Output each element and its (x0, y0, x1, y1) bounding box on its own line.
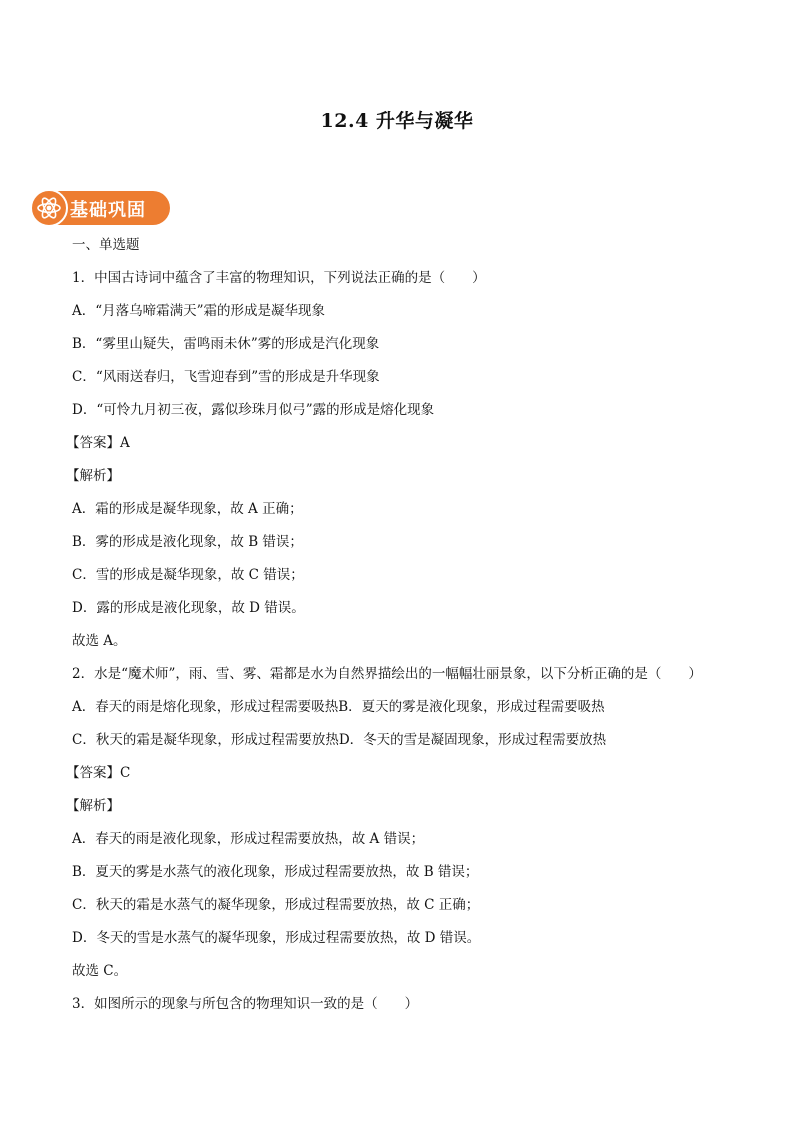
option: B．“雾里山疑失，雷鸣雨未休”雾的形成是汽化现象 (72, 336, 380, 352)
analysis-line: B．雾的形成是液化现象，故 B 错误； (72, 534, 303, 550)
analysis-conclusion: 故选 A。 (72, 633, 127, 649)
analysis-line: D．露的形成是液化现象，故 D 错误。 (72, 600, 305, 616)
option: A．“月落乌啼霜满天”霜的形成是凝华现象 (72, 303, 326, 319)
question-stem: 3．如图所示的现象与所包含的物理知识一致的是（ ） (72, 996, 419, 1012)
section-banner (30, 189, 172, 227)
part-heading: 一、单选题 (72, 237, 140, 253)
analysis-line: D．冬天的雪是水蒸气的凝华现象，形成过程需要放热，故 D 错误。 (72, 930, 481, 946)
analysis-label: 【解析】 (66, 468, 120, 484)
document-body (66, 234, 732, 1026)
atom-icon (30, 189, 68, 227)
answer: 【答案】A (66, 435, 130, 451)
option: C．“风雨送春归，飞雪迎春到”雪的形成是升华现象 (72, 369, 380, 385)
analysis-line: C．秋天的霜是水蒸气的凝华现象，形成过程需要放热，故 C 正确； (72, 897, 480, 913)
analysis-line: C．雪的形成是凝华现象，故 C 错误； (72, 567, 304, 583)
analysis-line: B．夏天的雾是水蒸气的液化现象，形成过程需要放热，故 B 错误； (72, 864, 479, 880)
analysis-line: A．春天的雨是液化现象，形成过程需要放热，故 A 错误； (72, 831, 425, 847)
option: C．秋天的霜是凝华现象，形成过程需要放热D．冬天的雪是凝固现象，形成过程需要放热 (72, 732, 607, 748)
section-label: 基础巩固 (70, 200, 146, 221)
analysis-conclusion: 故选 C。 (72, 963, 128, 979)
option: A．春天的雨是熔化现象，形成过程需要吸热B．夏天的雾是液化现象，形成过程需要吸热 (72, 699, 605, 715)
analysis-line: A．霜的形成是凝华现象，故 A 正确； (72, 501, 303, 517)
question-stem: 2．水是“魔术师”，雨、雪、雾、霜都是水为自然界描绘出的一幅幅壮丽景象，以下分析正确的是（ ） (72, 666, 702, 682)
question-stem: 1．中国古诗词中蕴含了丰富的物理知识，下列说法正确的是（ ） (72, 270, 486, 286)
answer: 【答案】C (66, 765, 131, 781)
analysis-label: 【解析】 (66, 798, 120, 814)
page-title: 12.4 升华与凝华 (320, 110, 474, 132)
option: D．“可怜九月初三夜，露似珍珠月似弓”露的形成是熔化现象 (72, 402, 435, 418)
